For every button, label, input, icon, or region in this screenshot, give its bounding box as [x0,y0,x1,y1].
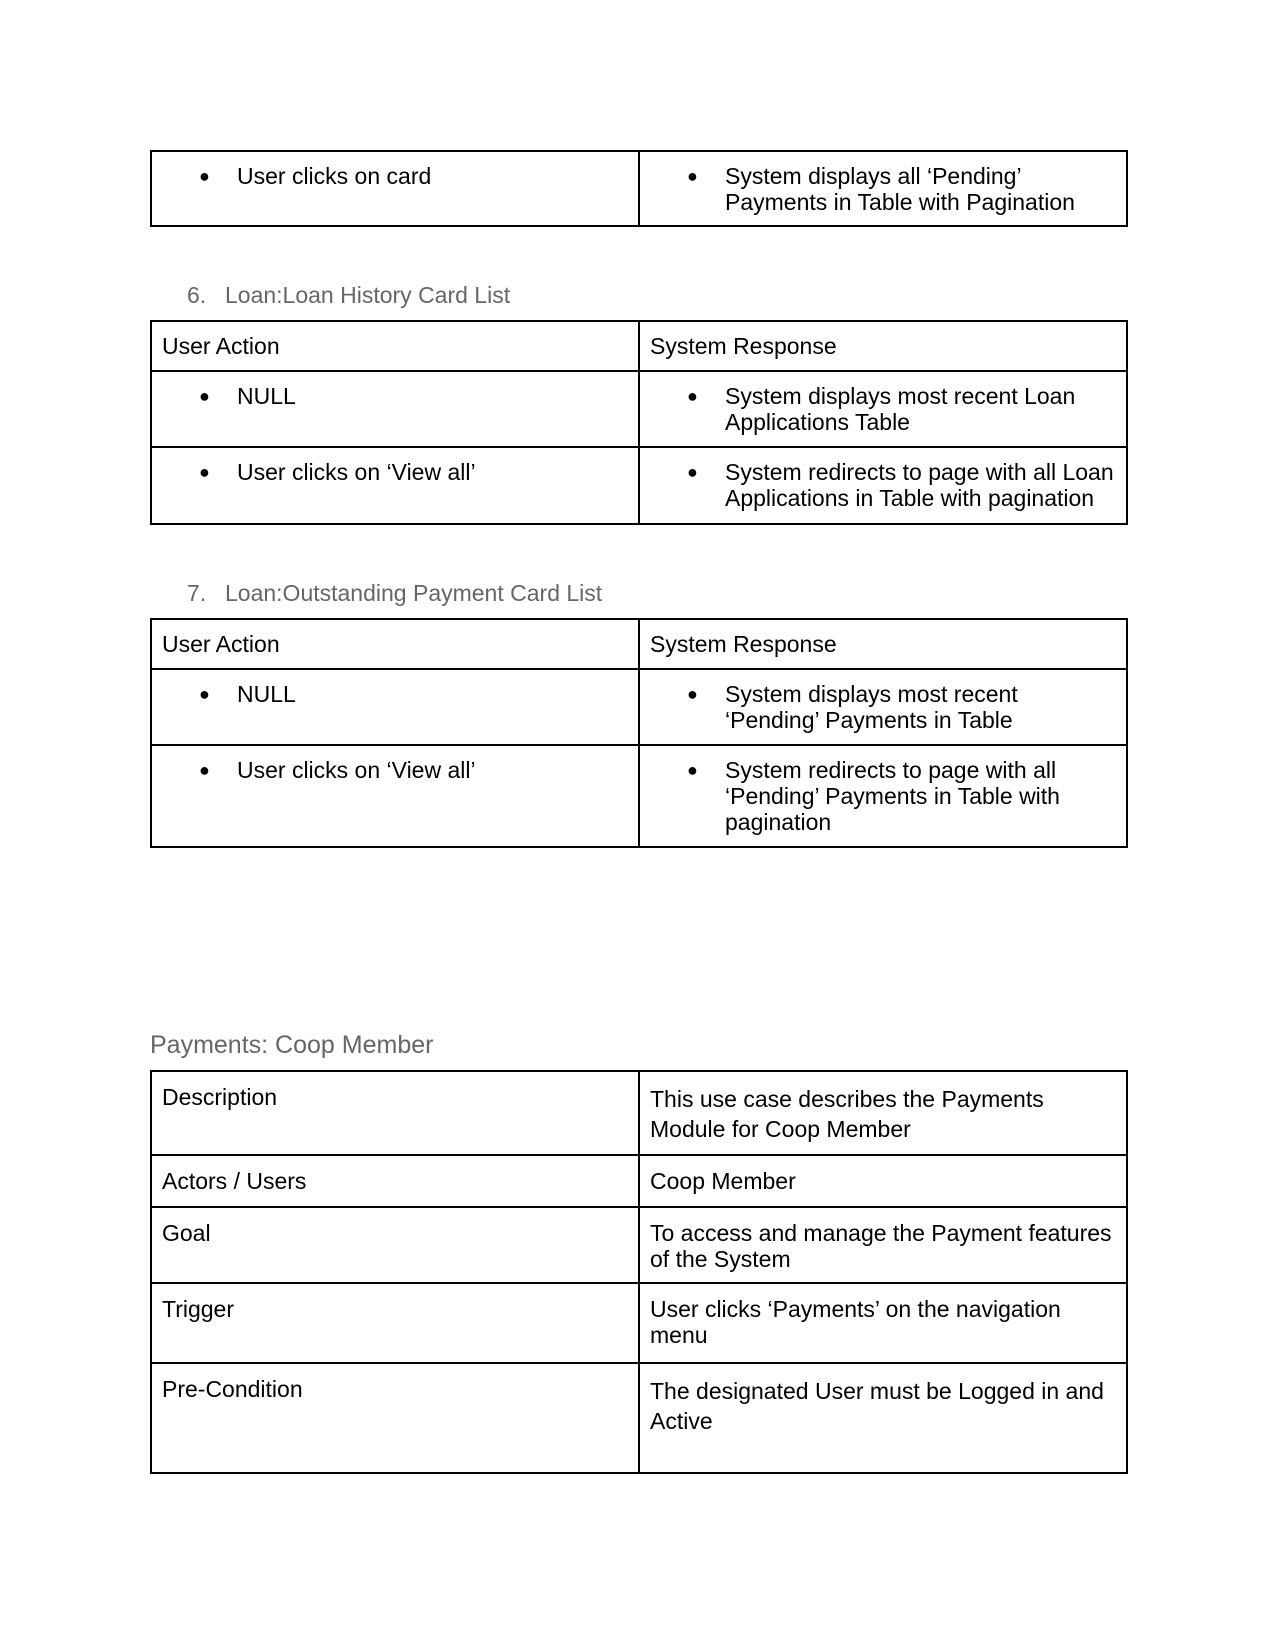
row-label: Description [151,1071,639,1155]
row-label: Pre-Condition [151,1363,639,1473]
list-item: ● System displays most recent Loan Applications Table [725,383,1116,435]
outstanding-payment-heading [187,580,602,606]
system-response-cell [639,745,1127,847]
row-label: Trigger [151,1283,639,1363]
row-value: The designated User must be Logged in and Active [639,1363,1127,1473]
top-table [150,150,1128,227]
table-row [151,1363,1127,1473]
list-item: ● System displays most recent ‘Pending’ Payments in Table [725,681,1116,733]
table-row [151,745,1127,847]
table-row [151,669,1127,745]
row-value: To access and manage the Payment features of the System [639,1207,1127,1283]
table-row [151,1207,1127,1283]
user-action-cell [151,745,639,847]
user-action-cell [151,669,639,745]
table-row [151,371,1127,447]
payments-section-title: Payments: Coop Member [150,1031,434,1059]
user-action-cell [151,447,639,524]
heading-number: 7. [187,580,207,606]
list-item: ● System displays all ‘Pending’ Payments in Table with Pagination [725,163,1116,215]
row-label: Actors / Users [151,1155,639,1207]
system-response-cell [639,371,1127,447]
system-response-cell [639,669,1127,745]
list-item: ● User clicks on ‘View all’ [237,459,628,485]
header-system-response: System Response [639,321,1127,371]
payments-usecase-table [150,1070,1128,1474]
user-action-cell [151,371,639,447]
system-response-cell [639,151,1127,226]
loan-history-table [150,320,1128,525]
table-row [151,151,1127,226]
table-row [151,1155,1127,1207]
row-value: User clicks ‘Payments’ on the navigation menu [639,1283,1127,1363]
table-header-row [151,619,1127,669]
table-row [151,1071,1127,1155]
header-system-response: System Response [639,619,1127,669]
table-row [151,447,1127,524]
row-value: Coop Member [639,1155,1127,1207]
list-item: ● User clicks on ‘View all’ [237,757,628,783]
list-item: ● System redirects to page with all Loan Applications in Table with pagination [725,459,1116,511]
header-user-action: User Action [151,321,639,371]
header-user-action: User Action [151,619,639,669]
heading-number: 6. [187,282,207,308]
list-item: ● NULL [237,681,628,707]
heading-title: Loan:Outstanding Payment Card List [225,580,603,606]
list-item: ● User clicks on card [237,163,628,189]
table-header-row [151,321,1127,371]
system-response-cell [639,447,1127,524]
table-row [151,1283,1127,1363]
outstanding-payment-table [150,618,1128,848]
heading-title: Loan:Loan History Card List [225,282,511,308]
list-item: ● System redirects to page with all ‘Pending’ Payments in Table with pagination [725,757,1116,835]
user-action-cell [151,151,639,226]
list-item: ● NULL [237,383,628,409]
row-label: Goal [151,1207,639,1283]
row-value: This use case describes the Payments Module for Coop Member [639,1071,1127,1155]
loan-history-heading [187,282,510,308]
